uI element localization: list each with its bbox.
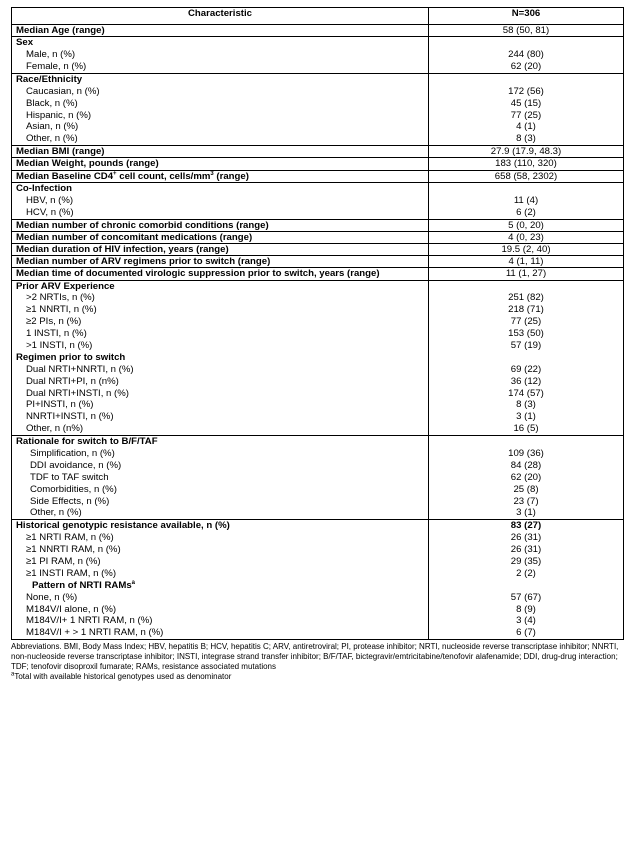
median-age-value: 58 (50, 81) xyxy=(429,25,624,37)
coinfection-item-value: 6 (2) xyxy=(516,206,536,218)
arv-regimens-value: 4 (1, 11) xyxy=(429,256,624,268)
row-hiv-duration xyxy=(12,243,624,255)
table-header-row xyxy=(12,8,624,25)
rationale-title: Rationale for switch to B/F/TAF xyxy=(16,436,158,448)
prior-arv-title: Prior ARV Experience xyxy=(16,280,115,292)
suppression-value: 11 (1, 27) xyxy=(429,268,624,280)
regimen-prior-item-label: Other, n (n%) xyxy=(26,423,84,435)
regimen-prior-item-value: 8 (3) xyxy=(516,399,536,411)
prior-arv-item-label: >2 NRTIs, n (%) xyxy=(26,292,95,304)
race-item-value: 172 (56) xyxy=(508,85,544,97)
row-weight xyxy=(12,158,624,170)
race-item-label: Caucasian, n (%) xyxy=(26,85,100,97)
prior-arv-item-value: 251 (82) xyxy=(508,292,544,304)
race-item-label: Hispanic, n (%) xyxy=(26,109,92,121)
coinfection-item-label: HBV, n (%) xyxy=(26,194,74,206)
footnotes xyxy=(11,642,623,682)
regimen-prior-item-value: 174 (57) xyxy=(508,387,544,399)
pattern-item-value: 57 (67) xyxy=(510,591,542,603)
characteristics-table xyxy=(11,7,624,640)
weight-label: Median Weight, pounds (range) xyxy=(12,158,429,170)
suppression-label: Median time of documented virologic suppression prior to switch, years (range) xyxy=(12,268,429,280)
historical-item-label: ≥1 PI RAM, n (%) xyxy=(26,556,101,567)
row-median-age xyxy=(12,25,624,37)
row-arv-regimens xyxy=(12,256,624,268)
regimen-prior-item-label: PI+INSTI, n (%) xyxy=(26,399,94,411)
coinfection-item-label: HCV, n (%) xyxy=(26,206,74,218)
cd4-label: Median Baseline CD4+ cell count, cells/$mm^3$ (range) xyxy=(12,170,429,182)
bmi-value: 27.9 (17.9, 48.3) xyxy=(429,146,624,158)
race-item-label: Other, n (%) xyxy=(26,133,78,145)
row-coinfection xyxy=(12,182,624,219)
pattern-item-value: 8 (9) xyxy=(516,603,536,615)
comorbid-value: 5 (0, 20) xyxy=(429,219,624,231)
row-concomitant xyxy=(12,231,624,243)
historical-title-value: 83 (27) xyxy=(510,520,542,532)
row-sex xyxy=(12,37,624,74)
pattern-item-label: None, n (%) xyxy=(26,591,78,603)
historical-item-label: ≥1 NNRTI RAM, n (%) xyxy=(26,544,121,556)
pattern-title: Pattern of NRTI RAMs$^a$ xyxy=(32,579,136,591)
race-title: Race/Ethnicity xyxy=(16,73,83,85)
coinfection-title: Co-Infection xyxy=(16,182,72,194)
regimen-prior-item-value: 69 (22) xyxy=(510,363,542,375)
historical-item-value: 26 (31) xyxy=(510,532,542,544)
header-characteristic: Characteristic xyxy=(12,8,429,25)
regimen-prior-item-label: Dual NRTI+NNRTI, n (%) xyxy=(26,363,134,375)
pattern-item-value: 6 (7) xyxy=(516,627,536,639)
rationale-item-label: Comorbidities, n (%) xyxy=(30,483,117,495)
rationale-item-label: Simplification, n (%) xyxy=(30,447,115,459)
row-historical xyxy=(12,520,624,640)
pattern-item-value: 3 (4) xyxy=(516,615,536,627)
rationale-item-label: Side Effects, n (%) xyxy=(30,495,110,507)
prior-arv-item-label: ≥2 PIs, n (%) xyxy=(26,316,82,328)
race-item-value: 45 (15) xyxy=(510,97,542,109)
row-cd4 xyxy=(12,170,624,182)
hiv-duration-label: Median duration of HIV infection, years (range) xyxy=(12,243,429,255)
prior-arv-item-value: 153 (50) xyxy=(508,328,544,340)
regimen-prior-item-value: 36 (12) xyxy=(510,375,542,387)
regimen-prior-item-label: NNRTI+INSTI, n (%) xyxy=(26,411,114,423)
race-item-value: 77 (25) xyxy=(510,109,542,121)
historical-item-value: 2 (2) xyxy=(516,567,536,579)
race-item-value: 8 (3) xyxy=(516,133,536,145)
cd4-value: 658 (58, 2302) xyxy=(429,170,624,182)
historical-item-value: 26 (31) xyxy=(510,544,542,556)
historical-item-label: ≥1 INSTI RAM, n (%) xyxy=(26,567,117,579)
coinfection-item-value: 11 (4) xyxy=(513,194,539,206)
row-prior-arv xyxy=(12,280,624,436)
rationale-item-value: 84 (28) xyxy=(510,459,542,471)
sex-title: Sex xyxy=(16,37,34,49)
row-race xyxy=(12,73,624,145)
row-suppression xyxy=(12,268,624,280)
race-item-label: Black, n (%) xyxy=(26,97,78,109)
prior-arv-item-label: ≥1 NNRTI, n (%) xyxy=(26,304,97,316)
hiv-duration-value: 19.5 (2, 40) xyxy=(429,243,624,255)
rationale-item-label: DDI avoidance, n (%) xyxy=(30,459,122,471)
race-item-label: Asian, n (%) xyxy=(26,121,79,133)
pattern-item-label: M184V/I + > 1 NRTI RAM, n (%) xyxy=(26,627,164,639)
arv-regimens-label: Median number of ARV regimens prior to switch (range) xyxy=(12,256,429,268)
concomitant-label: Median number of concomitant medications (range) xyxy=(12,231,429,243)
rationale-item-label: Other, n (%) xyxy=(30,507,82,519)
regimen-prior-item-label: Dual NRTI+INSTI, n (%) xyxy=(26,387,129,399)
comorbid-label: Median number of chronic comorbid conditions (range) xyxy=(12,219,429,231)
rationale-item-value: 3 (1) xyxy=(516,507,536,519)
regimen-prior-item-label: Dual NRTI+PI, n (n%) xyxy=(26,375,119,387)
regimen-prior-item-value: 3 (1) xyxy=(516,411,536,423)
prior-arv-item-label: >1 INSTI, n (%) xyxy=(26,339,93,351)
concomitant-value: 4 (0, 23) xyxy=(429,231,624,243)
regimen-prior-item-value: 16 (5) xyxy=(513,423,539,435)
rationale-item-value: 62 (20) xyxy=(510,471,542,483)
prior-arv-item-value: 77 (25) xyxy=(510,316,542,328)
rationale-item-value: 23 (7) xyxy=(513,495,539,507)
prior-arv-item-label: 1 INSTI, n (%) xyxy=(26,328,87,340)
sex-item-label: Male, n (%) xyxy=(26,49,76,61)
regimen-prior-title: Regimen prior to switch xyxy=(16,351,126,363)
header-n: N=306 xyxy=(429,8,624,25)
pattern-item-label: M184V/I alone, n (%) xyxy=(26,603,117,615)
rationale-item-value: 25 (8) xyxy=(513,483,539,495)
median-age-label: Median Age (range) xyxy=(12,25,429,37)
historical-item-value: 29 (35) xyxy=(510,556,542,567)
row-rationale xyxy=(12,436,624,520)
sex-item-value: 244 (80) xyxy=(508,49,544,61)
historical-title: Historical genotypic resistance available, n (%) xyxy=(16,520,230,532)
row-comorbid xyxy=(12,219,624,231)
prior-arv-item-value: 57 (19) xyxy=(510,339,542,351)
bmi-label: Median BMI (range) xyxy=(12,146,429,158)
prior-arv-item-value: 218 (71) xyxy=(508,304,544,316)
table-container xyxy=(11,7,623,682)
race-item-value: 4 (1) xyxy=(516,121,536,133)
weight-value: 183 (110, 320) xyxy=(429,158,624,170)
sex-item-label: Female, n (%) xyxy=(26,60,87,72)
rationale-item-value: 109 (36) xyxy=(508,447,544,459)
sex-item-value: 62 (20) xyxy=(510,60,542,72)
abbreviations-note: Abbreviations. BMI, Body Mass Index; HBV, hepatitis B; HCV, hepatitis C; ARV, antiretroviral; PI, protease inhibitor; NRTI, nucleoside reverse transcriptase inhibitor; NNRTI, non-nucleoside reverse transcriptase inhibitor; INSTI, integrase strand transfer inhibitor; B/F/TAF, bictegravir/emtricitabine/tenofovir alafenamide; DDI, drug-drug interaction; TDF; tenofovir disoproxil fumarate; RAMs, resistance associated mutations xyxy=(11,642,619,672)
historical-item-label: ≥1 NRTI RAM, n (%) xyxy=(26,532,114,544)
rationale-item-label: TDF to TAF switch xyxy=(30,471,109,483)
row-bmi xyxy=(12,146,624,158)
denominator-note: $^a$Total with available historical genotypes used as denominator xyxy=(11,671,232,682)
pattern-item-label: M184V/I+ 1 NRTI RAM, n (%) xyxy=(26,615,153,627)
